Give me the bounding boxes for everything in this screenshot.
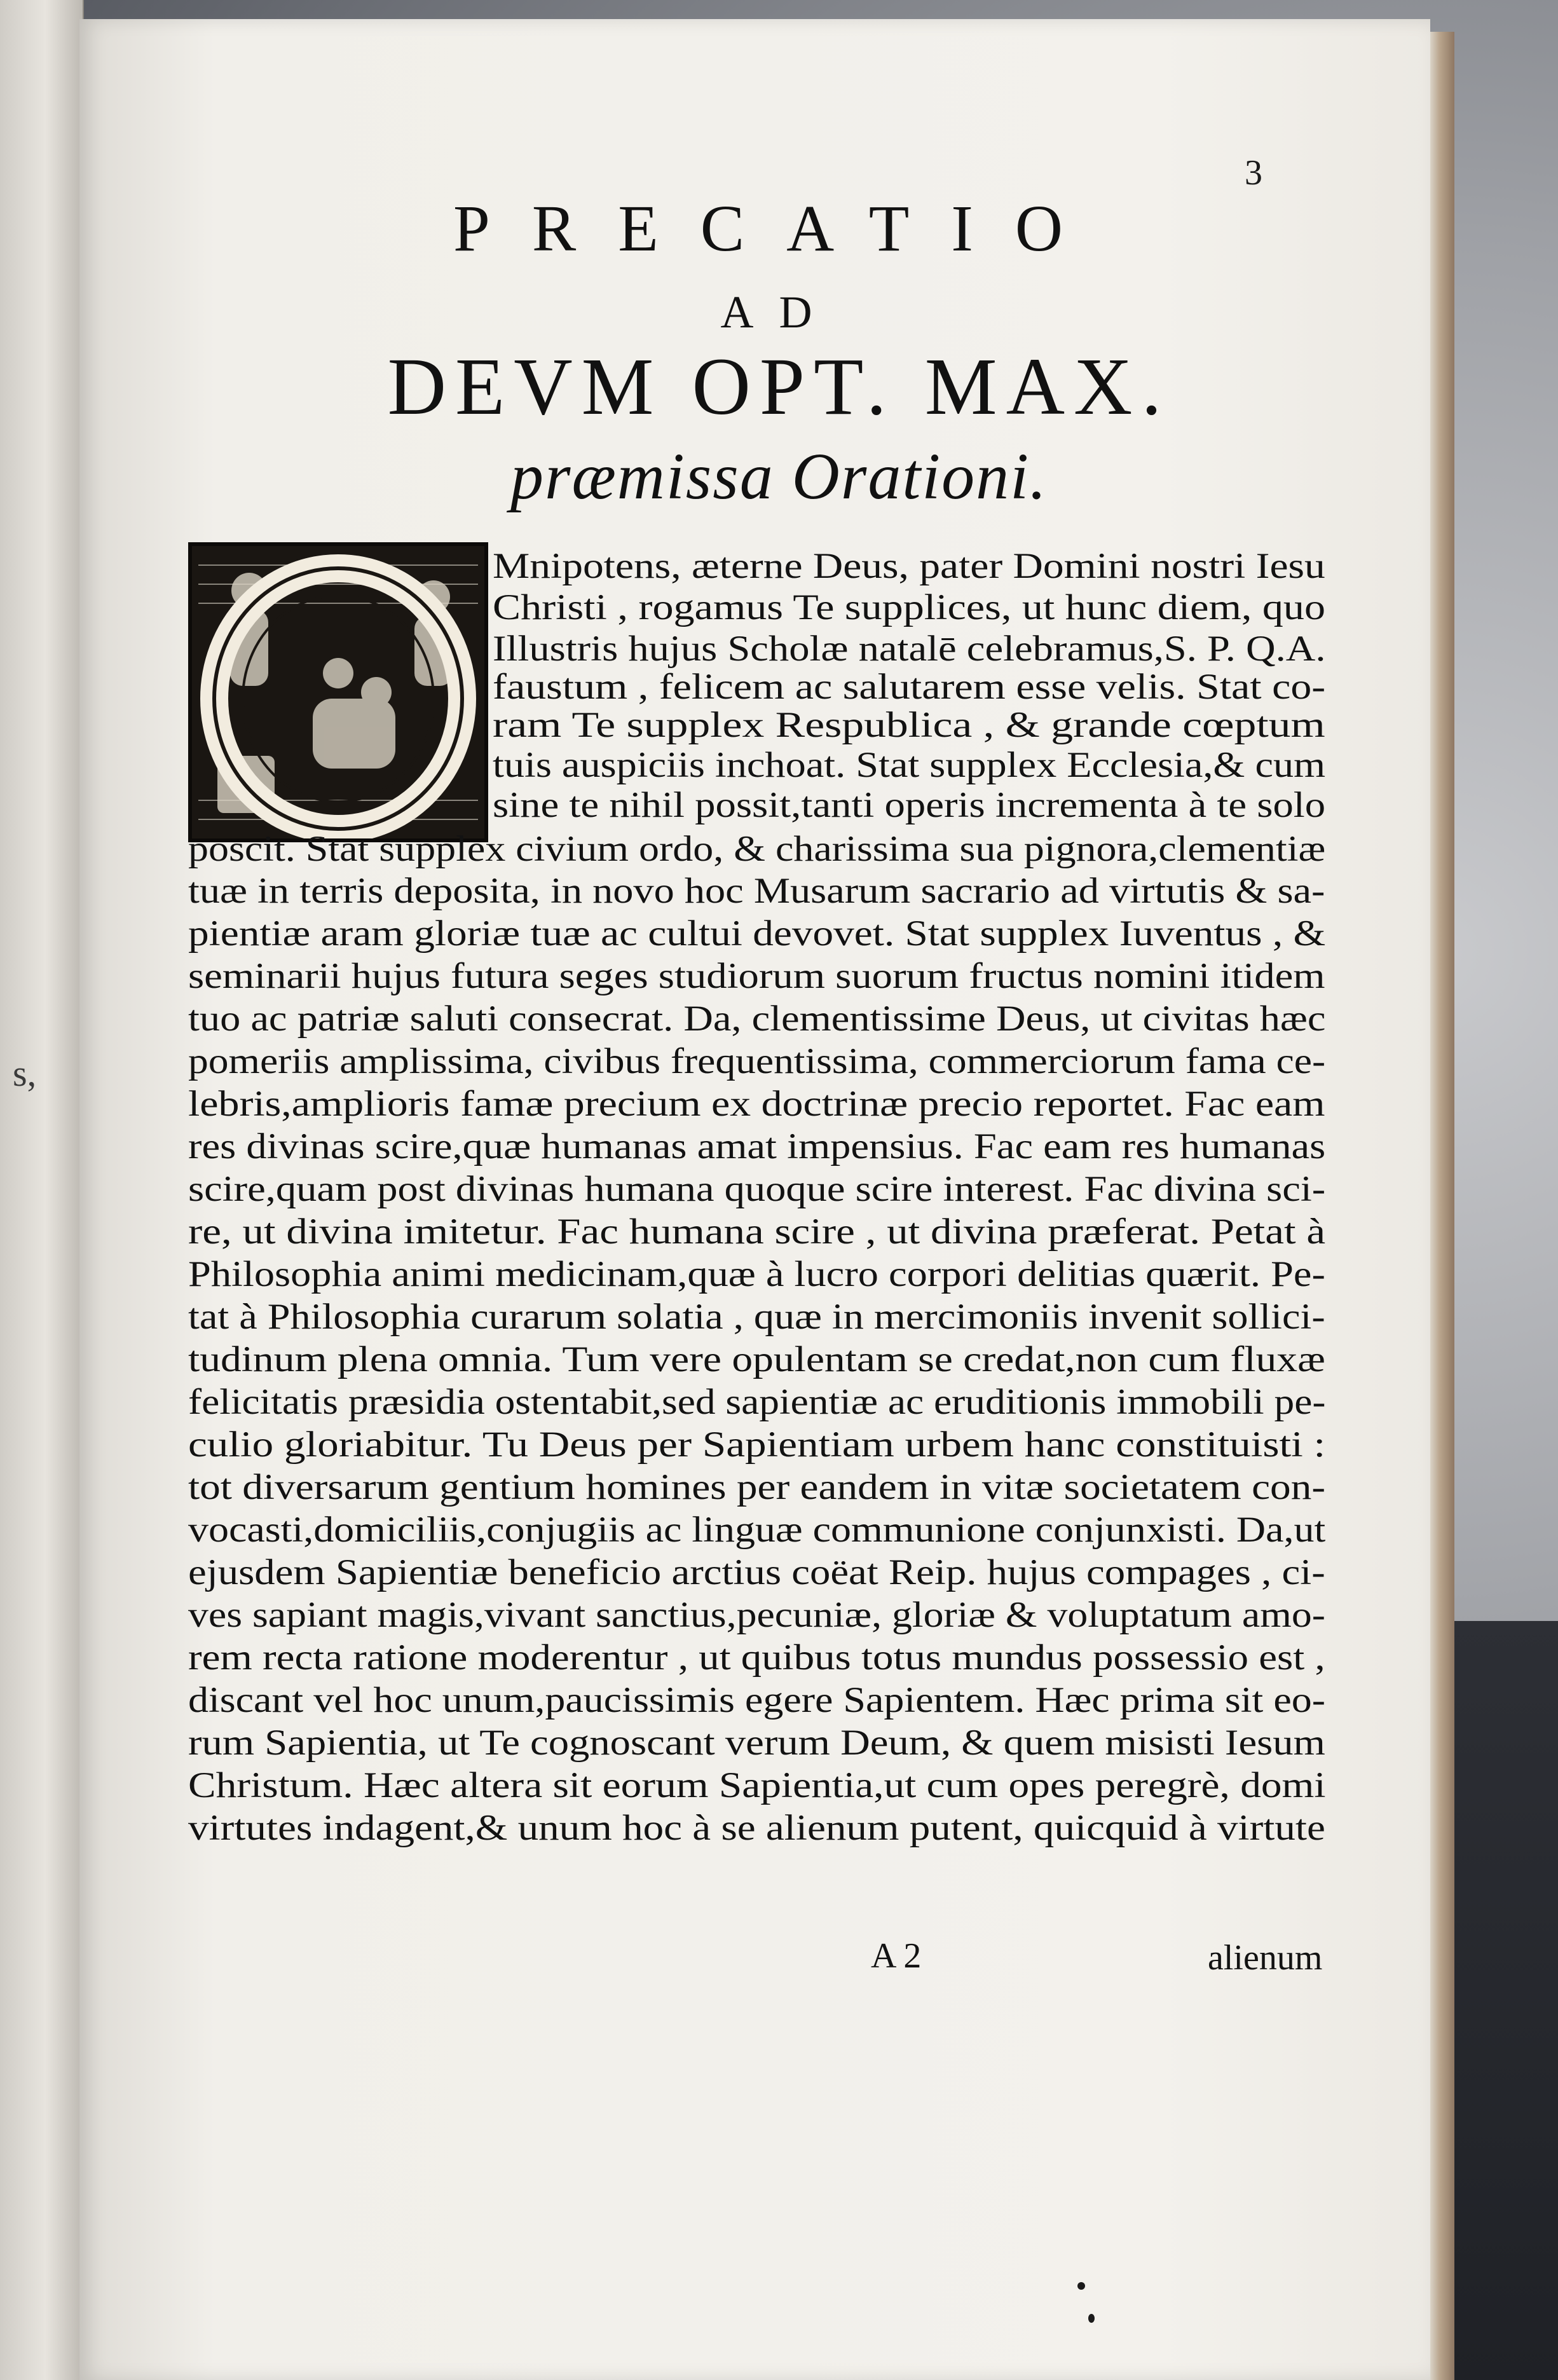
- body-line: sine te nihil possit,tanti operis incrementa à te solo: [493, 785, 1326, 825]
- body-line: poscit. Stat supplex civium ordo, & charissima sua pignora,clementiæ: [188, 829, 1326, 869]
- body-line: pomeriis amplissima, civibus frequentissima, commerciorum fama ce-: [188, 1041, 1326, 1081]
- body-line: Christi , rogamus Te supplices, ut hunc diem, quo: [493, 587, 1326, 627]
- body-line: rem recta ratione moderentur , ut quibus totus mundus possessio est ,: [188, 1638, 1325, 1678]
- title-ad: AD: [720, 287, 838, 338]
- body-line: tat à Philosophia curarum solatia , quæ in mercimoniis invenit sollici-: [188, 1297, 1325, 1337]
- body-line: tuis auspiciis inchoat. Stat supplex Ecclesia,& cum: [493, 745, 1326, 785]
- body-line: tot diversarum gentium homines per eandem in vitæ societatem con-: [188, 1467, 1326, 1507]
- body-line: Christum. Hæc altera sit eorum Sapientia,ut cum opes peregrè, domi: [188, 1765, 1326, 1805]
- body-line: Mnipotens, æterne Deus, pater Domini nostri Iesu: [493, 546, 1325, 586]
- body-line: tudinum plena omnia. Tum vere opulentam se credat,non cum fluxæ: [188, 1339, 1325, 1379]
- body-line: tuæ in terris deposita, in novo hoc Musarum sacrario ad virtutis & sa-: [188, 871, 1325, 911]
- signature-mark: A 2: [871, 1936, 922, 1976]
- body-line: ves sapiant magis,vivant sanctius,pecuniæ, gloriæ & voluptatum amo-: [188, 1595, 1325, 1635]
- body-line: virtutes indagent,& unum hoc à se alienum putent, quicquid à virtute: [188, 1808, 1325, 1848]
- body-line: scire,quam post divinas humana quoque scire interest. Fac divina sci-: [188, 1169, 1326, 1209]
- title-praemissa-orationi: præmissa Orationi.: [510, 440, 1048, 513]
- body-line: culio gloriabitur. Tu Deus per Sapientiam urbem hanc constituisti :: [188, 1425, 1326, 1465]
- body-line: rum Sapientia, ut Te cognoscant verum Deum, & quem misisti Iesum: [188, 1723, 1325, 1763]
- ink-speck: [1077, 2282, 1085, 2290]
- body-line: felicitatis præsidia ostentabit,sed sapientiæ ac eruditionis immobili pe-: [188, 1382, 1326, 1422]
- body-line: tuo ac patriæ saluti consecrat. Da, clementissime Deus, ut civitas hæc: [188, 999, 1326, 1039]
- body-line: lebris,amplioris famæ precium ex doctrinæ precio reportet. Fac eam: [188, 1084, 1325, 1124]
- title-deum-opt-max: DEVM OPT. MAX.: [387, 341, 1171, 432]
- body-line: seminarii hujus futura seges studiorum suorum fructus nomini itidem: [188, 956, 1325, 996]
- body-line: re, ut divina imitetur. Fac humana scire , ut divina præferat. Petat à: [188, 1212, 1326, 1252]
- ink-speck: [1088, 2314, 1095, 2323]
- body-line: pientiæ aram gloriæ tuæ ac cultui devovet. Stat supplex Iuventus , &: [188, 913, 1326, 954]
- body-line: ram Te supplex Respublica , & grande cœptum: [493, 705, 1325, 745]
- body-line: faustum , felicem ac salutarem esse velis. Stat co-: [493, 667, 1326, 707]
- body-line: res divinas scire,quæ humanas amat impensius. Fac eam res humanas: [188, 1126, 1326, 1166]
- catchword: alienum: [1208, 1938, 1323, 1978]
- title-precatio: PRECATIO: [453, 192, 1105, 265]
- body-line: Philosophia animi medicinam,quæ à lucro corpori delitias quærit. Pe-: [188, 1254, 1325, 1294]
- page-number: 3: [1245, 153, 1262, 193]
- facing-page-fragment: s,: [13, 1053, 37, 1094]
- body-line: vocasti,domiciliis,conjugiis ac linguæ communione conjunxisti. Da,ut: [188, 1510, 1326, 1550]
- body-line: ejusdem Sapientiæ beneficio arctius coëat Reip. hujus compages , ci-: [188, 1552, 1325, 1592]
- body-line: discant vel hoc unum,paucissimis egere Sapientem. Hæc prima sit eo-: [188, 1680, 1326, 1720]
- body-line: Illustris hujus Scholæ natalē celebramus,S. P. Q.A.: [493, 629, 1326, 669]
